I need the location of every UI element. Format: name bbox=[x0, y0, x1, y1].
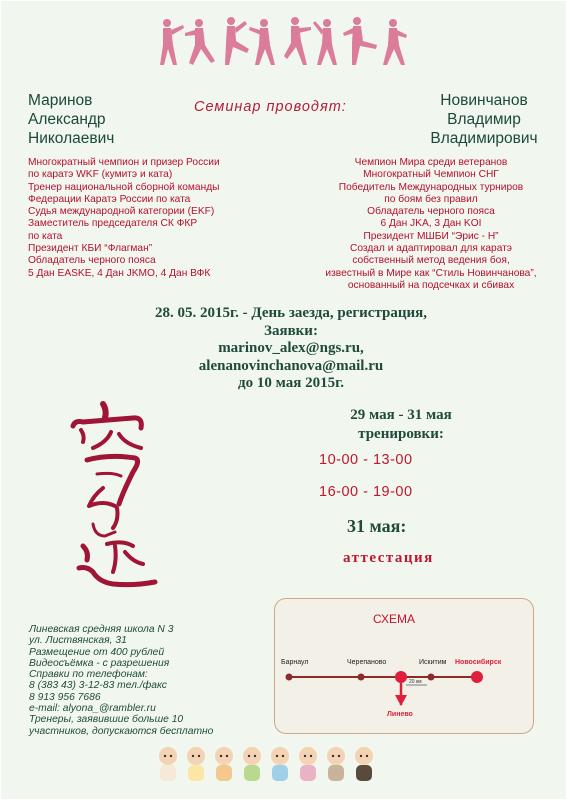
applications-label: Заявки: bbox=[264, 322, 318, 339]
left-credential: Заместитель председателя СК ФКР bbox=[28, 218, 198, 230]
right-credential: основанный на подсечках и сбивах bbox=[347, 279, 515, 291]
deadline-line: до 10 мая 2015г. bbox=[238, 375, 344, 391]
arrival-line: 28. 05. 2015г. - День заезда, регистрация, bbox=[154, 305, 428, 321]
right-name-line-3: Владимирович bbox=[430, 130, 538, 147]
right-credentials bbox=[301, 157, 561, 292]
right-credential: по боям без правил bbox=[384, 193, 478, 205]
station-iskitim: Искитим bbox=[419, 659, 447, 666]
training-label: тренировки: bbox=[358, 426, 444, 442]
info-phone-fax: 8 (383 43) 3-12-83 тел./факс bbox=[29, 680, 167, 692]
right-instructor-name bbox=[419, 91, 549, 148]
email-novinchanova: alenanovinchanova@mail.ru bbox=[198, 357, 384, 374]
info-address: ул. Листвянская, 31 bbox=[29, 635, 127, 647]
karate-figures-banner-icon bbox=[151, 13, 421, 73]
right-name-line-2: Владимир bbox=[447, 111, 521, 128]
station-novosibirsk: Новосибирск bbox=[455, 659, 502, 666]
training-dates-block bbox=[301, 406, 501, 444]
attestation-date: 31 мая: bbox=[347, 516, 407, 536]
info-block bbox=[29, 624, 269, 737]
info-accommodation: Размещение от 400 рублей bbox=[29, 646, 165, 658]
left-credential: Многократный чемпион и призер России bbox=[28, 157, 220, 168]
attestation-label: аттестация bbox=[343, 550, 434, 566]
right-credential: 6 Дан JKA, 3 Дан KOI bbox=[380, 218, 482, 230]
training-time-2: 16-00 - 19-00 bbox=[319, 484, 413, 500]
distance-label: 20 км bbox=[409, 679, 422, 685]
arrival-block bbox=[81, 305, 501, 393]
left-credentials bbox=[28, 157, 278, 280]
destination-linevo: Линево bbox=[387, 711, 413, 718]
info-email: e-mail: alyona_@rambler.ru bbox=[29, 703, 156, 715]
right-credential: Чемпион Мира среди ветеранов bbox=[354, 157, 508, 168]
left-credential: Федерации Каратэ России по ката bbox=[28, 193, 191, 205]
karate-calligraphy-icon bbox=[63, 396, 171, 601]
info-coaches-1: Тренеры, заявившие больше 10 bbox=[29, 714, 184, 726]
left-credential: Тренер национальной сборной команды bbox=[28, 181, 220, 193]
kids-illustration-icon bbox=[155, 746, 385, 788]
right-credential: собственный метод ведения боя, bbox=[352, 255, 510, 267]
right-credential: Президент МШБИ “Эрис - Н” bbox=[363, 230, 499, 242]
flyer-page bbox=[1, 1, 566, 799]
left-credential: по ката bbox=[28, 230, 63, 242]
left-credential: Судья международной категории (EKF) bbox=[28, 206, 215, 218]
left-name-line-1: Маринов bbox=[28, 92, 93, 109]
info-phones-label: Справки по телефонам: bbox=[29, 669, 148, 681]
email-marinov: marinov_alex@ngs.ru, bbox=[218, 340, 364, 356]
left-instructor-name bbox=[28, 91, 114, 148]
station-barnaul: Барнаул bbox=[281, 659, 309, 666]
seminar-heading: Семинар проводят: bbox=[194, 99, 347, 115]
info-video: Видеосъёмка - с разрешения bbox=[29, 657, 170, 669]
left-credential: Президент КБИ “Флагман” bbox=[28, 243, 153, 255]
right-credential: Обладатель черного пояса bbox=[367, 206, 495, 218]
right-credential: Победитель Международных турниров bbox=[338, 181, 524, 193]
scheme-title: СХЕМА bbox=[373, 612, 415, 626]
left-credential: Обладатель черного пояса bbox=[28, 255, 156, 267]
left-name-line-2: Александр bbox=[28, 111, 106, 128]
right-credential: Многократный Чемпион СНГ bbox=[363, 169, 499, 181]
info-school: Линевская средняя школа N 3 bbox=[29, 624, 174, 635]
left-credential: 5 Дан EASKE, 4 Дан JKMO, 4 Дан ВФК bbox=[28, 267, 211, 279]
right-credential: известный в Мире как “Стиль Новинчанова”, bbox=[325, 267, 537, 279]
left-credential: по каратэ WKF (кумитэ и ката) bbox=[28, 169, 173, 181]
info-coaches-2: участников, допускаются бесплатно bbox=[29, 725, 214, 737]
training-dates: 29 мая - 31 мая bbox=[350, 407, 452, 423]
left-name-line-3: Николаевич bbox=[28, 130, 115, 147]
right-credential: Создал и адаптировал для каратэ bbox=[349, 243, 513, 255]
info-phone-mobile: 8 913 956 7686 bbox=[29, 691, 101, 703]
route-scheme bbox=[274, 598, 534, 734]
training-time-1: 10-00 - 13-00 bbox=[319, 452, 413, 468]
right-name-line-1: Новинчанов bbox=[440, 92, 528, 109]
station-cherepanovo: Черепаново bbox=[347, 659, 387, 666]
